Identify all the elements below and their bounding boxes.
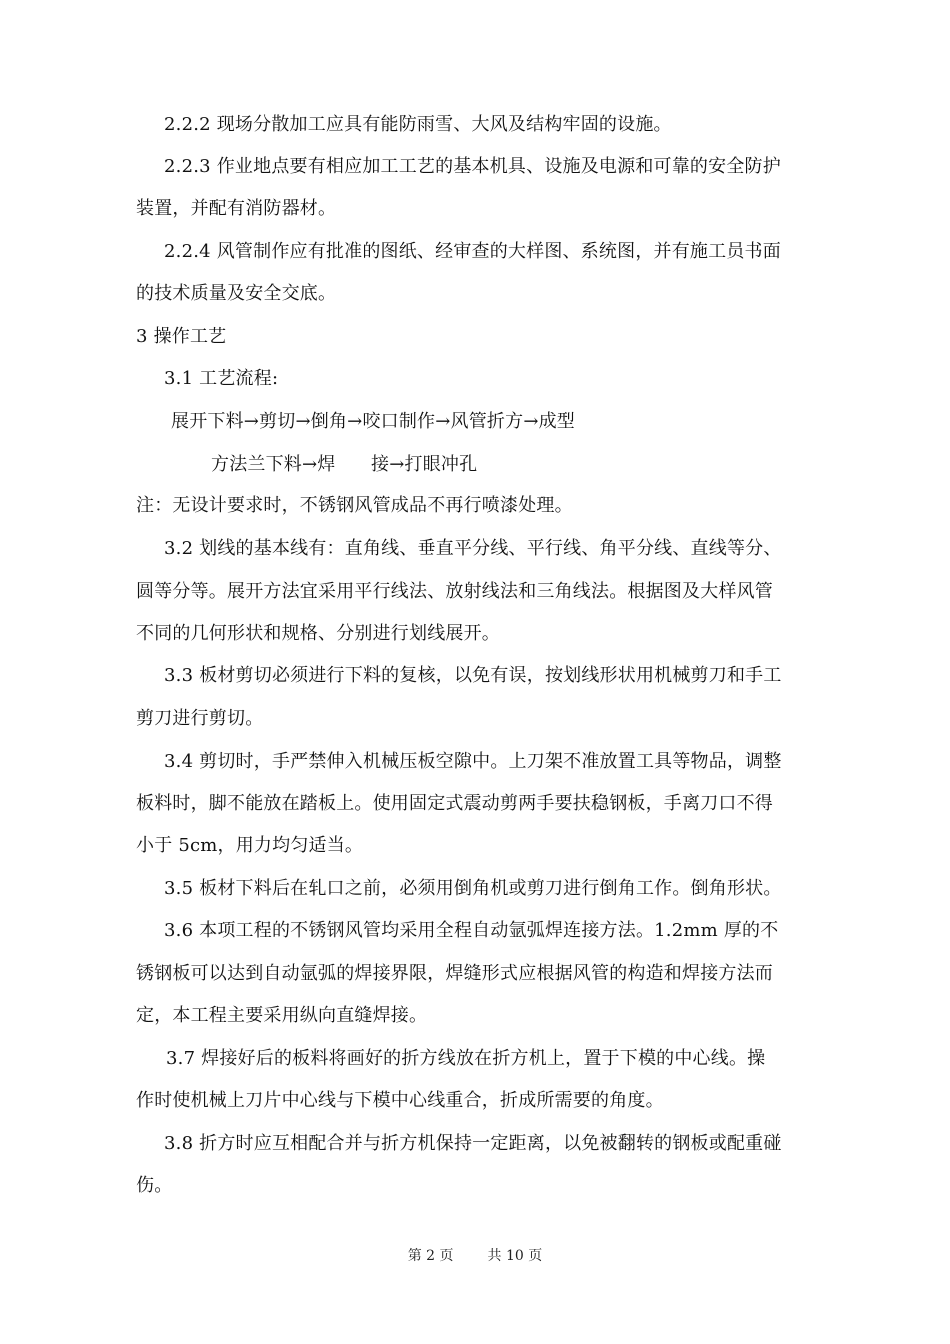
para-3-6-line-3: 定，本工程主要采用纵向直缝焊接。 xyxy=(136,1005,428,1026)
para-3-8-line-2: 伤。 xyxy=(136,1175,173,1196)
process-flow-main: 展开下料→剪切→倒角→咬口制作→风管折方→成型 xyxy=(171,411,576,432)
section-heading-3: 3 操作工艺 xyxy=(136,326,227,347)
para-3-3-line-1: 3.3 板材剪切必须进行下料的复核，以免有误，按划线形状用机械剪刀和手工 xyxy=(164,665,782,686)
para-3-7-line-1: 3.7 焊接好后的板料将画好的折方线放在折方机上，置于下模的中心线。操 xyxy=(166,1048,766,1069)
para-2-2-4-line-2: 的技术质量及安全交底。 xyxy=(136,283,337,304)
page-number: 第 2 页 xyxy=(407,1248,454,1264)
page-total: 共 10 页 xyxy=(487,1248,543,1264)
para-3-2-line-2: 圆等分等。展开方法宜采用平行线法、放射线法和三角线法。根据图及大样风管 xyxy=(136,581,773,602)
para-2-2-3-line-1: 2.2.3 作业地点要有相应加工工艺的基本机具、设施及电源和可靠的安全防护 xyxy=(164,156,781,177)
para-3-4-line-2: 板料时，脚不能放在踏板上。使用固定式震动剪两手要扶稳钢板，手离刀口不得 xyxy=(136,793,773,814)
para-3-5: 3.5 板材下料后在轧口之前，必须用倒角机或剪刀进行倒角工作。倒角形状。 xyxy=(164,878,782,899)
para-3-1: 3.1 工艺流程: xyxy=(164,368,279,389)
page-footer xyxy=(0,1246,950,1266)
para-3-8-line-1: 3.8 折方时应互相配合并与折方机保持一定距离，以免被翻转的钢板或配重碰 xyxy=(164,1133,782,1154)
para-3-6-line-2: 锈钢板可以达到自动氩弧的焊接界限，焊缝形式应根据风管的构造和焊接方法而 xyxy=(136,963,773,984)
para-2-2-3-line-2: 装置，并配有消防器材。 xyxy=(136,198,337,219)
para-3-7-line-2: 作时使机械上刀片中心线与下模中心线重合，折成所需要的角度。 xyxy=(136,1090,664,1111)
para-3-2-line-1: 3.2 划线的基本线有：直角线、垂直平分线、平行线、角平分线、直线等分、 xyxy=(164,538,782,559)
para-3-4-line-3: 小于 5cm，用力均匀适当。 xyxy=(136,835,364,856)
para-3-2-line-3: 不同的几何形状和规格、分别进行划线展开。 xyxy=(136,623,500,644)
para-2-2-4-line-1: 2.2.4 风管制作应有批准的图纸、经审查的大样图、系统图，并有施工员书面 xyxy=(164,241,781,262)
note-paint: 注：无设计要求时，不锈钢风管成品不再行喷漆处理。 xyxy=(136,495,573,516)
process-flow-branch: 方法兰下料→焊 接→打眼冲孔 xyxy=(211,454,478,475)
para-3-3-line-2: 剪刀进行剪切。 xyxy=(136,708,264,729)
para-2-2-2: 2.2.2 现场分散加工应具有能防雨雪、大风及结构牢固的设施。 xyxy=(164,114,672,135)
para-3-4-line-1: 3.4 剪切时，手严禁伸入机械压板空隙中。上刀架不准放置工具等物品，调整 xyxy=(164,751,782,772)
para-3-6-line-1: 3.6 本项工程的不锈钢风管均采用全程自动氩弧焊连接方法。1.2mm 厚的不 xyxy=(164,920,779,941)
